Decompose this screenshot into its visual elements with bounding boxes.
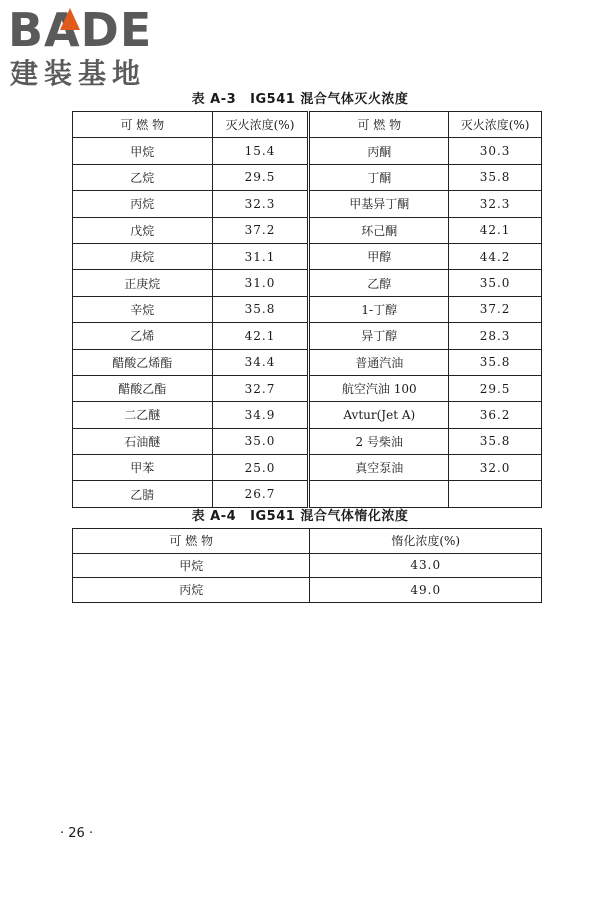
table-cell: 石油醚 [73, 428, 213, 454]
table-a3-number: 表 A-3 [191, 92, 237, 107]
table-cell: 丁酮 [309, 164, 449, 190]
header-cell: 可 燃 物 [309, 112, 449, 138]
table-cell: 35.0 [212, 428, 309, 454]
table-a3 [72, 111, 542, 508]
table-cell: 42.1 [449, 217, 542, 243]
table-cell: 29.5 [449, 375, 542, 401]
table-cell: 乙醇 [309, 270, 449, 296]
table-cell: 32.3 [212, 191, 309, 217]
table-a3-header-row [73, 112, 542, 138]
table-cell: 32.7 [212, 375, 309, 401]
header-cell: 灭火浓度(%) [449, 112, 542, 138]
table-cell: 29.5 [212, 164, 309, 190]
table-cell: 1-丁醇 [309, 296, 449, 322]
table-cell: 甲烷 [73, 553, 310, 578]
table-cell: 普通汽油 [309, 349, 449, 375]
table-cell: 37.2 [212, 217, 309, 243]
table-cell: 28.3 [449, 323, 542, 349]
table-cell: 44.2 [449, 243, 542, 269]
table-row [73, 402, 542, 428]
table-row [73, 296, 542, 322]
table-a3-caption [0, 88, 600, 107]
logo-wordmark: BADE [8, 3, 153, 57]
table-cell: 26.7 [212, 481, 309, 507]
table-cell: 25.0 [212, 455, 309, 481]
table-row [73, 481, 542, 507]
table-a4-header-row [73, 529, 542, 554]
table-cell: 二乙醚 [73, 402, 213, 428]
table-cell: 32.0 [449, 455, 542, 481]
table-row [73, 553, 542, 578]
header-cell: 可 燃 物 [73, 529, 310, 554]
table-cell: 35.8 [449, 428, 542, 454]
table-cell: 庚烷 [73, 243, 213, 269]
table-cell: 35.8 [212, 296, 309, 322]
table-cell: 甲苯 [73, 455, 213, 481]
table-row [73, 455, 542, 481]
header-cell: 可 燃 物 [73, 112, 213, 138]
table-cell: 甲醇 [309, 243, 449, 269]
table-cell: 乙烷 [73, 164, 213, 190]
table-row [73, 578, 542, 603]
header-cell: 惰化浓度(%) [310, 529, 542, 554]
table-cell: 乙腈 [73, 481, 213, 507]
table-cell: 31.1 [212, 243, 309, 269]
table-cell: 34.4 [212, 349, 309, 375]
table-a4-caption [0, 505, 600, 524]
table-cell: 辛烷 [73, 296, 213, 322]
table-cell: 戊烷 [73, 217, 213, 243]
table-cell: 2 号柴油 [309, 428, 449, 454]
table-cell: 环己酮 [309, 217, 449, 243]
table-row [73, 191, 542, 217]
table-cell: 36.2 [449, 402, 542, 428]
table-cell: 丙烷 [73, 191, 213, 217]
table-cell: 正庚烷 [73, 270, 213, 296]
logo-triangle-icon [60, 8, 80, 30]
table-cell: 异丁醇 [309, 323, 449, 349]
table-cell: Avtur(Jet A) [309, 402, 449, 428]
table-cell [309, 481, 449, 507]
table-row [73, 323, 542, 349]
table-row [73, 270, 542, 296]
table-cell [449, 481, 542, 507]
logo-subtitle: 建装基地 [10, 57, 147, 90]
table-a4 [72, 528, 542, 603]
table-cell: 35.0 [449, 270, 542, 296]
table-a4-number: 表 A-4 [191, 509, 237, 524]
page-number: · 26 · [60, 826, 94, 841]
table-cell: 乙烯 [73, 323, 213, 349]
table-cell: 34.9 [212, 402, 309, 428]
table-a4-title: IG541 混合气体惰化浓度 [250, 509, 409, 524]
table-row [73, 138, 542, 164]
table-cell: 35.8 [449, 164, 542, 190]
table-cell: 真空泵油 [309, 455, 449, 481]
bade-logo [8, 4, 178, 90]
table-row [73, 217, 542, 243]
table-cell: 31.0 [212, 270, 309, 296]
table-cell: 35.8 [449, 349, 542, 375]
table-cell: 甲烷 [73, 138, 213, 164]
table-cell: 丙酮 [309, 138, 449, 164]
table-row [73, 164, 542, 190]
table-row [73, 349, 542, 375]
table-cell: 30.3 [449, 138, 542, 164]
table-cell: 丙烷 [73, 578, 310, 603]
table-a3-title: IG541 混合气体灭火浓度 [250, 92, 409, 107]
table-row [73, 243, 542, 269]
table-cell: 醋酸乙烯酯 [73, 349, 213, 375]
table-cell: 醋酸乙酯 [73, 375, 213, 401]
table-cell: 42.1 [212, 323, 309, 349]
table-row [73, 428, 542, 454]
header-cell: 灭火浓度(%) [212, 112, 309, 138]
table-cell: 37.2 [449, 296, 542, 322]
table-cell: 32.3 [449, 191, 542, 217]
table-cell: 15.4 [212, 138, 309, 164]
table-cell: 49.0 [310, 578, 542, 603]
table-row [73, 375, 542, 401]
table-cell: 甲基异丁酮 [309, 191, 449, 217]
table-cell: 43.0 [310, 553, 542, 578]
table-cell: 航空汽油 100 [309, 375, 449, 401]
